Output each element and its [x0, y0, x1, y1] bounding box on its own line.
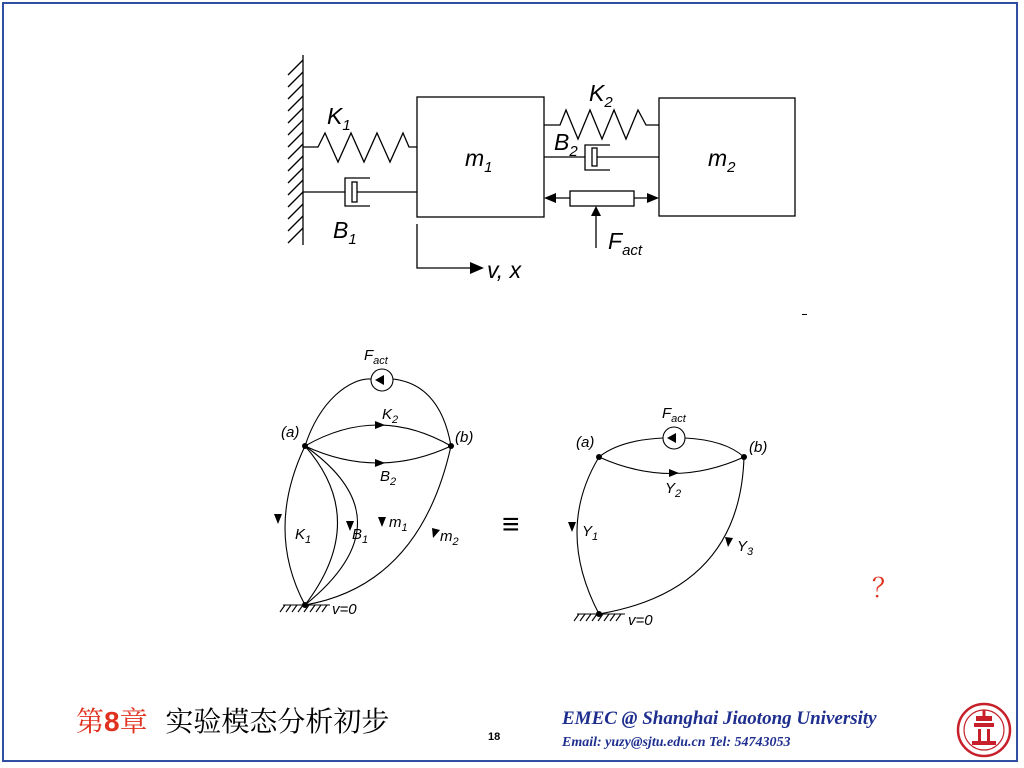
- right-node-b: (b): [749, 439, 768, 456]
- edge-m2: [305, 446, 451, 605]
- left-graph: [274, 347, 473, 618]
- stray-mark: [802, 314, 807, 315]
- left-label-k1: $K_1$: [295, 526, 312, 546]
- right-label-y3: $Y_3$: [737, 538, 754, 558]
- left-label-k2: $K_2$: [382, 406, 399, 426]
- equivalence-symbol: ≡: [502, 508, 520, 541]
- chapter-suffix: 章: [119, 705, 148, 738]
- university-logo-icon: [956, 702, 1012, 758]
- right-label-y2: $Y_2$: [665, 480, 682, 500]
- page-number: 18: [488, 731, 501, 743]
- label-b1: $B_1$: [333, 217, 357, 248]
- edge-k2: [305, 425, 451, 446]
- label-b2: $B_2$: [554, 129, 578, 160]
- chapter-number: 8: [104, 706, 120, 737]
- chapter-prefix: 第: [76, 705, 105, 738]
- label-m2: $m_2$: [708, 145, 736, 176]
- right-label-fact: $F_{act}$: [662, 405, 686, 425]
- right-graph: [568, 405, 767, 629]
- right-ground-label: v=0: [628, 612, 653, 629]
- left-label-m2: $m_2$: [440, 528, 459, 548]
- left-node-b: (b): [455, 429, 474, 446]
- left-label-b2: $B_2$: [380, 468, 397, 488]
- chapter-title: [76, 700, 389, 740]
- wall-hatching: [288, 60, 303, 243]
- velocity-reference-line: [417, 224, 472, 268]
- contact-line: Email: yuzy@sjtu.edu.cn Tel: 54743053: [562, 735, 791, 750]
- actuator: [550, 191, 652, 248]
- label-m1: $m_1$: [465, 145, 493, 176]
- organization-line: EMEC @ Shanghai Jiaotong University: [562, 708, 877, 729]
- left-label-b1: $B_1$: [352, 526, 369, 546]
- right-label-y1: $Y_1$: [582, 523, 599, 543]
- spring-k1: [303, 133, 417, 162]
- label-k1: $K_1$: [327, 103, 351, 134]
- left-label-m1: $m_1$: [389, 514, 408, 534]
- label-velocity: v, x: [487, 257, 522, 283]
- label-k2: $K_2$: [589, 80, 613, 111]
- question-mark: ？: [872, 574, 899, 604]
- left-ground-label: v=0: [332, 601, 357, 618]
- linear-graphs: [0, 330, 1024, 670]
- left-node-a: (a): [281, 424, 300, 441]
- chapter-title-text: 实验模态分析初步: [165, 705, 390, 738]
- label-fact: $F_{act}$: [608, 228, 643, 259]
- right-node-a: (a): [576, 434, 595, 451]
- damper-b1: [303, 178, 417, 206]
- mechanical-schematic: [0, 0, 1024, 300]
- left-label-fact: $F_{act}$: [364, 347, 388, 367]
